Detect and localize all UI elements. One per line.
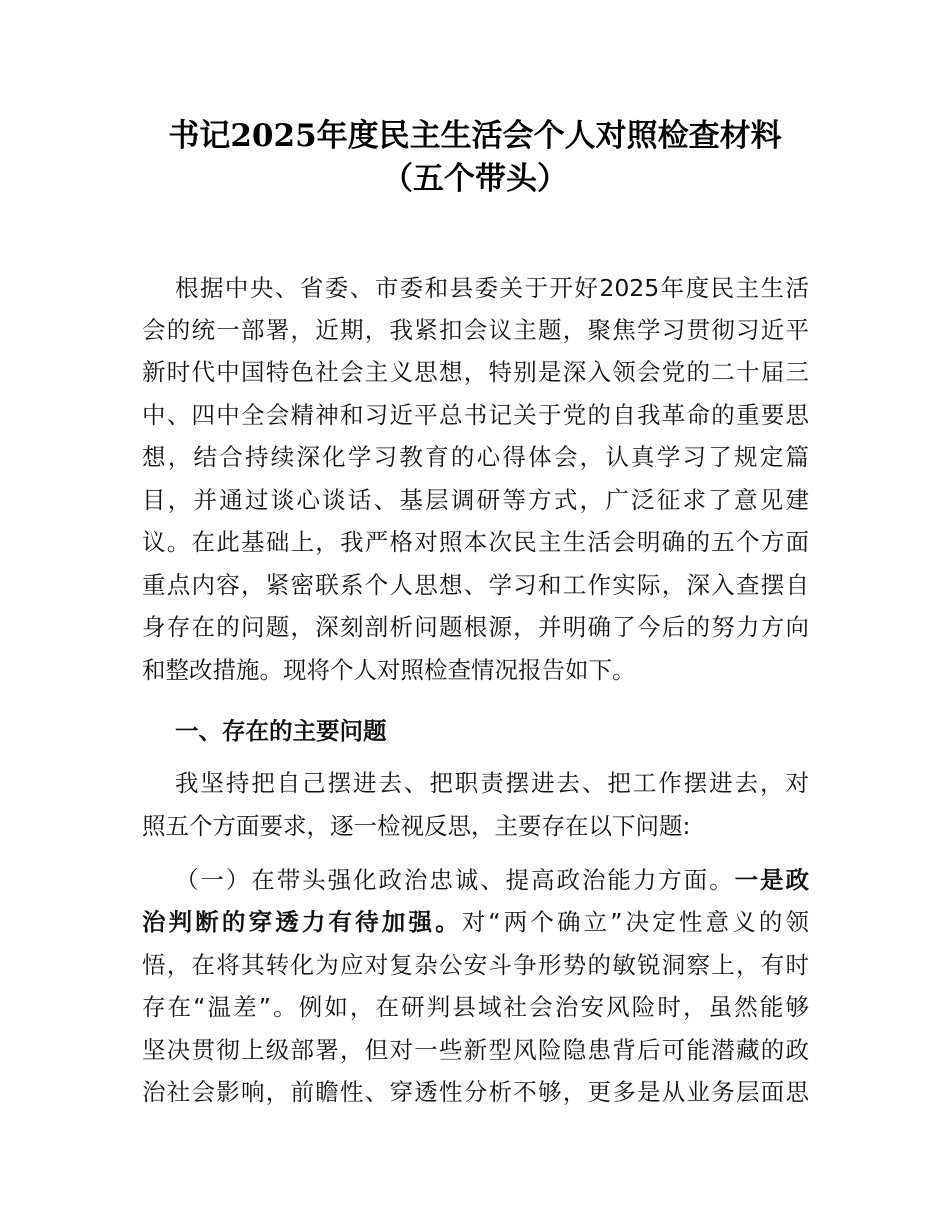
subsection-line [142, 901, 809, 943]
intro-paragraph-line: 想，结合持续深化学习教育的心得体会，认真学习了规定篇 [142, 443, 809, 471]
subsection-line: 存在“温差”。例如，在研判县域社会治安风险时，虽然能够 [142, 993, 809, 1021]
intro-paragraph-line: 重点内容，紧密联系个人思想、学习和工作实际，深入查摆自 [142, 571, 809, 599]
intro-paragraph-line: 根据中央、省委、市委和县委关于开好2025年度民主生活 [175, 274, 809, 302]
intro-paragraph-line: 新时代中国特色社会主义思想，特别是深入领会党的二十届三 [142, 358, 809, 386]
subsection-line: 坚决贯彻上级部署，但对一些新型风险隐患背后可能潜藏的政 [142, 1036, 809, 1064]
document-title: 书记2025年度民主生活会个人对照检查材料 [168, 118, 782, 154]
intro-paragraph-line: 身存在的问题，深刻剖析问题根源，并明确了今后的努力方向 [142, 613, 809, 641]
intro-paragraph-line: 目，并通过谈心谈话、基层调研等方式，广泛征求了意见建 [142, 486, 809, 514]
intro-paragraph-line: 议。在此基础上，我严格对照本次民主生活会明确的五个方面 [142, 528, 809, 556]
document-subtitle: （五个带头） [382, 161, 568, 197]
key-point-bold: 治判断的穿透力有待加强。 [142, 908, 462, 936]
section-intro-line: 照五个方面要求，逐一检视反思，主要存在以下问题: [142, 812, 691, 840]
subsection-title: （一）在带头强化政治忠诚、提高政治能力方面。 [175, 866, 735, 894]
intro-paragraph-line: 和整改措施。现将个人对照检查情况报告如下。 [142, 656, 636, 684]
subsection-line: 悟，在将其转化为应对复杂公安斗争形势的敏锐洞察上，有时 [142, 951, 809, 979]
intro-paragraph-line: 中、四中全会精神和习近平总书记关于党的自我革命的重要思 [142, 401, 809, 429]
subsection-line [175, 859, 809, 901]
section-heading: 一、存在的主要问题 [175, 717, 387, 745]
key-point-bold: 一是政 [734, 866, 809, 894]
section-intro-line: 我坚持把自己摆进去、把职责摆进去、把工作摆进去，对 [175, 769, 809, 797]
intro-paragraph-line: 会的统一部署，近期，我紧扣会议主题，聚焦学习贯彻习近平 [142, 316, 809, 344]
subsection-text: 对“两个确立”决定性意义的领 [461, 908, 809, 936]
subsection-line: 治社会影响，前瞻性、穿透性分析不够，更多是从业务层面思 [142, 1078, 809, 1106]
